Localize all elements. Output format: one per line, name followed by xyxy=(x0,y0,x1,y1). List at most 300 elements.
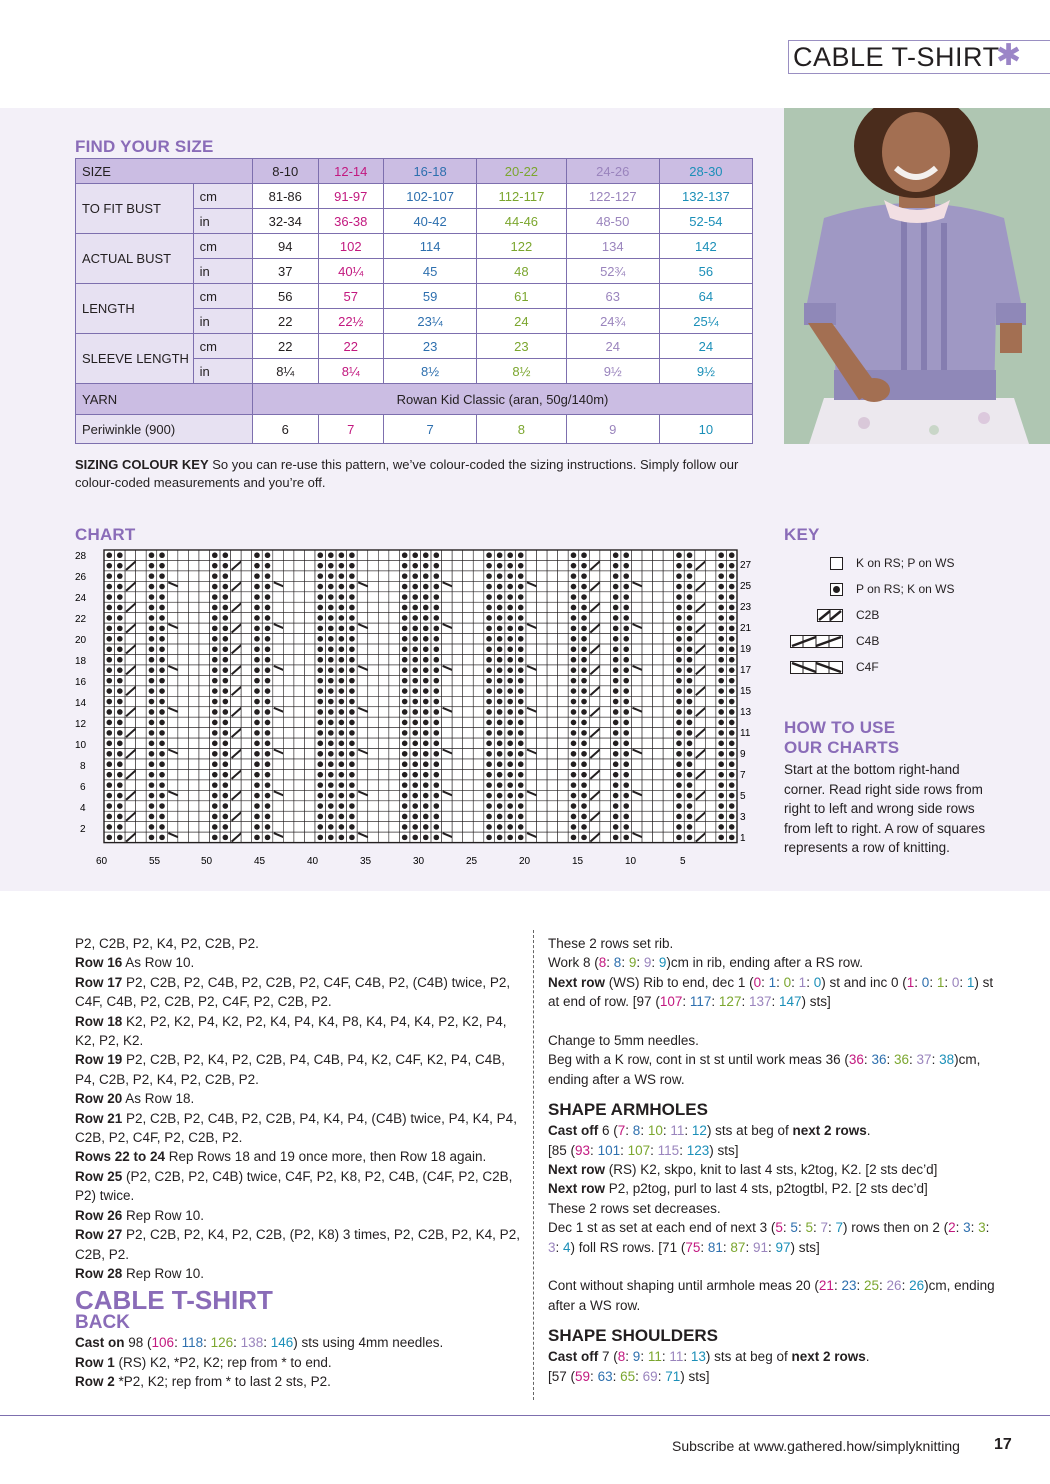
purl-dot xyxy=(423,793,429,799)
chart-cell xyxy=(473,769,484,779)
purl-dot xyxy=(223,824,229,830)
purl-dot xyxy=(581,824,587,830)
chart-cell xyxy=(547,801,558,811)
purl-dot xyxy=(412,814,418,820)
chart-cell xyxy=(663,550,674,560)
chart-cell xyxy=(558,550,569,560)
purl-dot xyxy=(718,636,724,642)
purl-dot xyxy=(223,709,229,715)
purl-dot xyxy=(328,552,334,558)
row-text: [85 ( xyxy=(548,1142,576,1158)
row-text: [57 ( xyxy=(548,1368,576,1384)
purl-dot xyxy=(676,793,682,799)
purl-dot xyxy=(718,751,724,757)
chart-cell xyxy=(188,790,199,800)
chart-cell xyxy=(136,644,147,654)
chart-cell xyxy=(136,738,147,748)
chart-label-right: 3 xyxy=(740,812,746,823)
size-value: 93 xyxy=(575,1142,591,1158)
chart-cell xyxy=(136,623,147,633)
chart-cell xyxy=(558,801,569,811)
chart-cell xyxy=(304,655,315,665)
chart-cell xyxy=(537,581,548,591)
purl-dot xyxy=(581,835,587,841)
row-label: Row 17 xyxy=(75,974,123,990)
purl-dot xyxy=(729,563,735,569)
purl-dot xyxy=(265,793,271,799)
size-value: 4 xyxy=(563,1239,571,1255)
purl-dot xyxy=(254,741,260,747)
chart-cell xyxy=(125,675,136,685)
chart-cell xyxy=(653,728,664,738)
purl-dot xyxy=(212,563,218,569)
size-value: 7 xyxy=(835,1220,844,1236)
chart-cell xyxy=(304,592,315,602)
purl-dot xyxy=(328,720,334,726)
purl-dot xyxy=(581,793,587,799)
purl-dot xyxy=(507,751,513,757)
chart-cell xyxy=(283,644,294,654)
chart-cell xyxy=(452,613,463,623)
chart-cell xyxy=(663,644,674,654)
chart-cell xyxy=(241,665,252,675)
purl-dot xyxy=(412,793,418,799)
chart-cell xyxy=(463,634,474,644)
chart-cell xyxy=(199,832,210,842)
purl-dot xyxy=(254,709,260,715)
pattern-line: P2, C2B, P2, K4, P2, C2B, P2. xyxy=(75,936,259,951)
chart-cell xyxy=(663,790,674,800)
purl-dot xyxy=(687,793,693,799)
chart-cell xyxy=(473,738,484,748)
chart-cell xyxy=(442,686,453,696)
purl-dot xyxy=(497,636,503,642)
chart-cell xyxy=(368,644,379,654)
chart-cell xyxy=(378,707,389,717)
chart-cell xyxy=(473,581,484,591)
size-value: 36 xyxy=(871,1052,887,1068)
purl-dot xyxy=(676,678,682,684)
pattern-line: These 2 rows set rib. xyxy=(548,936,674,951)
purl-dot xyxy=(402,803,408,809)
purl-dot xyxy=(223,563,229,569)
chart-cell xyxy=(642,769,653,779)
chart-cell xyxy=(188,613,199,623)
purl-dot xyxy=(412,730,418,736)
chart-cell xyxy=(442,644,453,654)
chart-cell xyxy=(283,602,294,612)
chart-label-right: 13 xyxy=(740,707,752,718)
chart-cell xyxy=(294,644,305,654)
chart-cell xyxy=(442,613,453,623)
chart-cell xyxy=(558,759,569,769)
chart-cell xyxy=(547,581,558,591)
chart-cell xyxy=(705,686,716,696)
purl-dot xyxy=(159,699,165,705)
chart-cell xyxy=(705,665,716,675)
chart-cell xyxy=(600,686,611,696)
chart-cell xyxy=(167,769,178,779)
chart-cell xyxy=(368,696,379,706)
chart-cell xyxy=(283,623,294,633)
row-text: ) sts at beg of xyxy=(706,1123,793,1139)
purl-dot xyxy=(623,615,629,621)
purl-dot xyxy=(159,667,165,673)
chart-cell xyxy=(304,769,315,779)
pattern-line xyxy=(75,973,527,1012)
chart-cell xyxy=(547,717,558,727)
purl-dot xyxy=(507,552,513,558)
chart-cell xyxy=(442,717,453,727)
chart-cell xyxy=(442,675,453,685)
table-cell: 22½ xyxy=(318,309,384,334)
purl-dot xyxy=(339,709,345,715)
chart-cell xyxy=(463,738,474,748)
chart-cell xyxy=(273,822,284,832)
purl-dot xyxy=(159,688,165,694)
chart-cell xyxy=(167,644,178,654)
chart-cell xyxy=(526,780,537,790)
pattern-line xyxy=(75,1353,527,1372)
purl-dot xyxy=(317,636,323,642)
purl-dot xyxy=(349,814,355,820)
purl-dot xyxy=(581,563,587,569)
purl-dot xyxy=(212,594,218,600)
purl-dot xyxy=(328,678,334,684)
chart-cell xyxy=(653,675,664,685)
chart-cell xyxy=(642,634,653,644)
chart-cell xyxy=(368,749,379,759)
chart-cell xyxy=(136,780,147,790)
purl-dot xyxy=(676,824,682,830)
chart-cell xyxy=(178,634,189,644)
purl-dot xyxy=(328,761,334,767)
chart-label-bottom: 50 xyxy=(201,856,213,867)
chart-cell xyxy=(600,717,611,727)
purl-dot xyxy=(265,615,271,621)
purl-dot xyxy=(423,751,429,757)
purl-dot xyxy=(676,657,682,663)
chart-cell xyxy=(178,759,189,769)
purl-dot xyxy=(423,730,429,736)
purl-dot xyxy=(149,563,155,569)
chart-cell xyxy=(463,686,474,696)
chart-cell xyxy=(705,738,716,748)
table-cell: 22 xyxy=(318,334,384,359)
purl-dot xyxy=(159,782,165,788)
size-value: 1 xyxy=(966,974,975,990)
chart-cell xyxy=(463,696,474,706)
chart-cell xyxy=(452,560,463,570)
purl-dot xyxy=(518,552,524,558)
chart-cell xyxy=(632,602,643,612)
chart-cell xyxy=(167,728,178,738)
purl-dot xyxy=(159,803,165,809)
purl-dot xyxy=(349,605,355,611)
purl-dot xyxy=(117,772,123,778)
chart-cell xyxy=(463,665,474,675)
chart-cell xyxy=(283,801,294,811)
chart-cell xyxy=(378,790,389,800)
row-text: (RS) K2, skpo, knit to last 4 sts, k2tog, K2. [2 sts dec’d] xyxy=(605,1162,938,1178)
purl-dot xyxy=(676,803,682,809)
unit-cm: cm xyxy=(193,334,252,359)
size-value: 127 xyxy=(718,994,742,1010)
chart-cell xyxy=(178,550,189,560)
chart-cell xyxy=(642,592,653,602)
chart-cell xyxy=(705,832,716,842)
purl-dot xyxy=(106,584,112,590)
purl-dot xyxy=(106,646,112,652)
purl-dot xyxy=(328,573,334,579)
purl-dot xyxy=(687,751,693,757)
purl-dot xyxy=(254,699,260,705)
purl-dot xyxy=(349,636,355,642)
purl-dot xyxy=(339,782,345,788)
chart-cell xyxy=(526,717,537,727)
purl-dot xyxy=(402,552,408,558)
row-text: P2, C2B, P2, C4B, P2, C2B, P2, C4F, C4B, P2, (C4B) twice, P2, C4F, C4B, P2, C2B, P2, C4F, P2, C2B, P2. xyxy=(75,974,511,1010)
chart-cell xyxy=(452,790,463,800)
chart-cell xyxy=(663,780,674,790)
chart-cell xyxy=(600,581,611,591)
chart-cell xyxy=(357,602,368,612)
yarn-name: Rowan Kid Classic (aran, 50g/140m) xyxy=(253,384,753,415)
purl-dot xyxy=(423,657,429,663)
footer-subscribe[interactable]: Subscribe at www.gathered.how/simplyknitting xyxy=(672,1438,960,1454)
purl-dot xyxy=(518,657,524,663)
chart-cell xyxy=(558,696,569,706)
chart-cell xyxy=(526,602,537,612)
chart-cell xyxy=(199,613,210,623)
chart-label-right: 5 xyxy=(740,791,746,802)
purl-dot xyxy=(623,730,629,736)
chart-cell xyxy=(389,759,400,769)
chart-cell xyxy=(463,550,474,560)
chart-cell xyxy=(463,560,474,570)
purl-dot xyxy=(223,699,229,705)
chart-cell xyxy=(600,790,611,800)
purl-dot xyxy=(497,605,503,611)
purl-dot xyxy=(402,678,408,684)
purl-dot xyxy=(497,667,503,673)
chart-cell xyxy=(357,728,368,738)
chart-cell xyxy=(283,581,294,591)
purl-dot xyxy=(486,824,492,830)
table-row xyxy=(76,184,753,209)
chart-cell xyxy=(642,717,653,727)
chart-cell xyxy=(547,749,558,759)
chart-cell xyxy=(125,780,136,790)
table-cell: 132-137 xyxy=(659,184,752,209)
purl-dot xyxy=(265,657,271,663)
row-label: Cast on xyxy=(75,1335,125,1351)
sizing-key-text: So you can re-use this pattern, we’ve colour-coded the sizing instructions. Simply follow our colour-coded measurements and you’re off. xyxy=(75,457,739,490)
purl-dot xyxy=(106,699,112,705)
purl-dot xyxy=(106,751,112,757)
chart-cell xyxy=(378,801,389,811)
purl-dot xyxy=(729,814,735,820)
chart-cell xyxy=(283,832,294,842)
purl-dot xyxy=(497,741,503,747)
chart-cell xyxy=(632,717,643,727)
chart-cell xyxy=(537,592,548,602)
chart-cell xyxy=(294,655,305,665)
chart-cell xyxy=(653,749,664,759)
chart-cell xyxy=(642,707,653,717)
purl-dot xyxy=(212,782,218,788)
size-value: 2 xyxy=(948,1220,956,1236)
purl-dot xyxy=(159,636,165,642)
chart-cell xyxy=(632,822,643,832)
chart-cell xyxy=(526,686,537,696)
chart-cell xyxy=(136,728,147,738)
purl-dot xyxy=(571,626,577,632)
chart-cell xyxy=(695,780,706,790)
purl-dot xyxy=(497,709,503,715)
chart-cell xyxy=(452,644,463,654)
table-cell: 94 xyxy=(253,234,319,259)
purl-dot xyxy=(317,803,323,809)
purl-dot xyxy=(212,573,218,579)
chart-label-left: 28 xyxy=(75,551,87,562)
purl-dot xyxy=(402,657,408,663)
chart-cell xyxy=(463,623,474,633)
chart-cell xyxy=(452,832,463,842)
purl-dot xyxy=(423,636,429,642)
chart-cell xyxy=(199,728,210,738)
chart-cell xyxy=(378,581,389,591)
purl-dot xyxy=(687,563,693,569)
table-cell: 24 xyxy=(477,309,566,334)
purl-dot xyxy=(623,751,629,757)
table-cell: 142 xyxy=(659,234,752,259)
chart-cell xyxy=(452,811,463,821)
size-value: 26 xyxy=(909,1278,925,1294)
chart-cell xyxy=(241,655,252,665)
purl-dot xyxy=(328,636,334,642)
purl-dot xyxy=(613,615,619,621)
knitting-chart xyxy=(70,544,770,869)
purl-dot xyxy=(254,584,260,590)
chart-cell xyxy=(378,550,389,560)
purl-dot xyxy=(718,657,724,663)
row-text: Rep Row 10. xyxy=(122,1265,205,1281)
chart-cell xyxy=(283,759,294,769)
chart-cell xyxy=(389,634,400,644)
chart-cell xyxy=(188,581,199,591)
chart-cell xyxy=(452,550,463,560)
purl-dot xyxy=(581,646,587,652)
chart-cell xyxy=(178,832,189,842)
purl-dot xyxy=(117,709,123,715)
purl-dot xyxy=(676,594,682,600)
purl-dot xyxy=(729,657,735,663)
purl-dot xyxy=(265,720,271,726)
chart-cell xyxy=(537,822,548,832)
purl-dot xyxy=(613,730,619,736)
row-label: Next row xyxy=(548,1181,606,1197)
purl-dot xyxy=(729,741,735,747)
purl-dot xyxy=(117,636,123,642)
row-text: Work 8 ( xyxy=(548,955,599,971)
purl-dot xyxy=(412,605,418,611)
purl-dot xyxy=(106,803,112,809)
chart-cell xyxy=(642,675,653,685)
purl-dot xyxy=(402,699,408,705)
chart-cell xyxy=(558,623,569,633)
chart-cell xyxy=(473,696,484,706)
chart-cell xyxy=(378,675,389,685)
chart-cell xyxy=(136,811,147,821)
purl-dot xyxy=(159,814,165,820)
row-text: ) sts] xyxy=(680,1368,710,1384)
purl-dot xyxy=(212,605,218,611)
purl-dot xyxy=(571,615,577,621)
chart-cell xyxy=(178,644,189,654)
size-value: 8 xyxy=(598,955,607,971)
purl-dot xyxy=(317,751,323,757)
purl-dot xyxy=(349,667,355,673)
purl-dot xyxy=(412,741,418,747)
chart-cell xyxy=(632,655,643,665)
chart-cell xyxy=(663,811,674,821)
chart-cell xyxy=(241,560,252,570)
purl-dot xyxy=(149,803,155,809)
chart-cell xyxy=(389,811,400,821)
pattern-line: Cast off 6 (7: 8: 10: 11: 12) sts at beg of next 2 rows. xyxy=(548,1123,871,1139)
purl-dot xyxy=(423,720,429,726)
purl-dot xyxy=(106,667,112,673)
purl-dot xyxy=(623,761,629,767)
purl-dot xyxy=(339,720,345,726)
table-cell: 24¾ xyxy=(566,309,659,334)
chart-cell xyxy=(463,811,474,821)
chart-cell xyxy=(378,655,389,665)
chart-cell xyxy=(600,811,611,821)
purl-dot xyxy=(212,720,218,726)
purl-dot xyxy=(254,552,260,558)
purl-dot xyxy=(254,782,260,788)
purl-dot xyxy=(676,615,682,621)
chart-label-right: 7 xyxy=(740,770,746,781)
row-label: Row 20 xyxy=(75,1091,123,1107)
chart-cell xyxy=(642,602,653,612)
size-cell: 8-10 xyxy=(253,159,319,184)
chart-cell xyxy=(558,634,569,644)
chart-cell xyxy=(547,780,558,790)
chart-cell xyxy=(600,665,611,675)
chart-cell xyxy=(178,623,189,633)
size-value: 0 xyxy=(783,974,792,990)
purl-dot xyxy=(149,552,155,558)
purl-dot xyxy=(434,761,440,767)
chart-cell xyxy=(368,790,379,800)
purl-dot xyxy=(339,730,345,736)
chart-cell xyxy=(125,613,136,623)
chart-cell xyxy=(273,634,284,644)
purl-dot xyxy=(687,835,693,841)
chart-label-bottom: 45 xyxy=(254,856,266,867)
chart-cell xyxy=(653,801,664,811)
purl-dot xyxy=(402,626,408,632)
unit-cm: cm xyxy=(193,284,252,309)
purl-dot xyxy=(486,667,492,673)
chart-cell xyxy=(537,560,548,570)
purl-dot xyxy=(486,709,492,715)
purl-dot xyxy=(518,720,524,726)
chart-cell xyxy=(642,728,653,738)
